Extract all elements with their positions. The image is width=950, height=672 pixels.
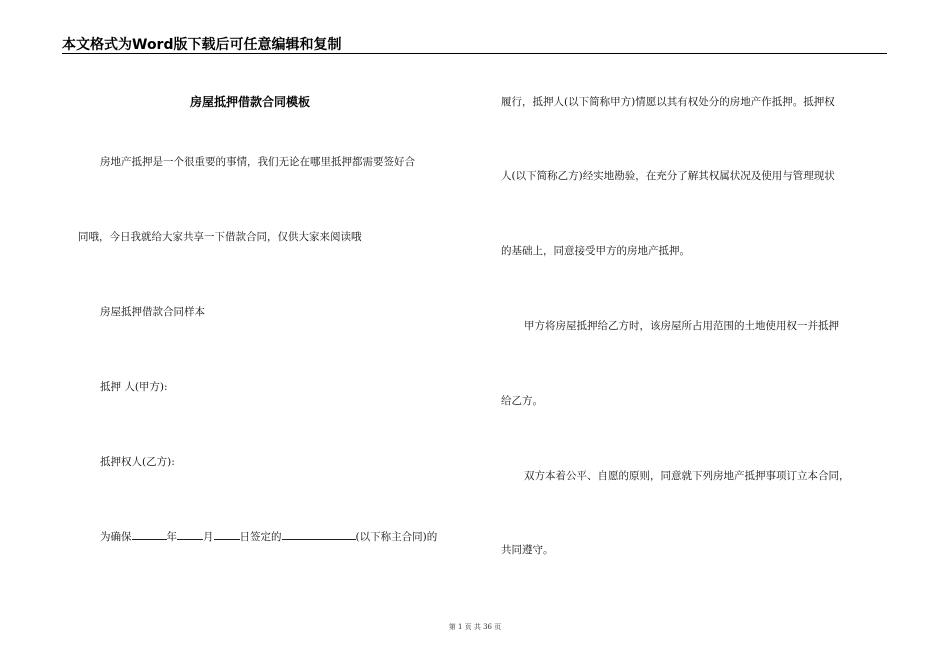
- clause-prefix: 为确保: [100, 531, 132, 543]
- right-paragraph-line-1: 履行，抵押人(以下简称甲方)情愿以其有权处分的房地产作抵押。抵押权: [501, 96, 835, 108]
- left-paragraph-line-1: 房地产抵押是一个很重要的事情，我们无论在哪里抵押都需要签好合: [100, 156, 415, 168]
- right-paragraph-line-5: 给乙方。: [501, 395, 543, 407]
- right-paragraph-line-3: 的基础上，同意接受甲方的房地产抵押。: [501, 245, 690, 257]
- header-divider: [62, 53, 887, 54]
- document-header: 本文格式为Word版下载后可任意编辑和复制: [62, 37, 342, 53]
- month-blank[interactable]: [177, 528, 203, 540]
- right-paragraph-line-2: 人(以下简称乙方)经实地勘验，在充分了解其权属状况及使用与管理现状: [501, 170, 835, 182]
- right-paragraph-line-4: 甲方将房屋抵押给乙方时，该房屋所占用范围的土地使用权一并抵押: [524, 320, 839, 332]
- year-blank[interactable]: [132, 528, 167, 540]
- contract-sample-heading: 房屋抵押借款合同样本: [100, 306, 205, 318]
- left-paragraph-line-2: 同哦，今日我就给大家共享一下借款合同，仅供大家来阅读哦: [78, 231, 362, 243]
- right-paragraph-line-7: 共同遵守。: [501, 544, 554, 556]
- document-title: 房屋抵押借款合同模板: [190, 95, 311, 109]
- clause-month: 月: [203, 531, 214, 543]
- mortgagor-label: 抵押 人(甲方):: [100, 381, 168, 393]
- mortgagee-label: 抵押权人(乙方):: [100, 456, 175, 468]
- clause-day-signed: 日签定的: [239, 531, 282, 543]
- clause-suffix: (以下称主合同)的: [355, 531, 438, 543]
- day-blank[interactable]: [214, 528, 240, 540]
- page-number: 第 1 页 共 36 页: [448, 623, 502, 631]
- contract-name-blank[interactable]: [282, 528, 356, 540]
- main-contract-clause: [100, 528, 437, 544]
- clause-year: 年: [166, 531, 177, 543]
- right-paragraph-line-6: 双方本着公平、自愿的原则，同意就下列房地产抵押事项订立本合同，: [524, 470, 850, 482]
